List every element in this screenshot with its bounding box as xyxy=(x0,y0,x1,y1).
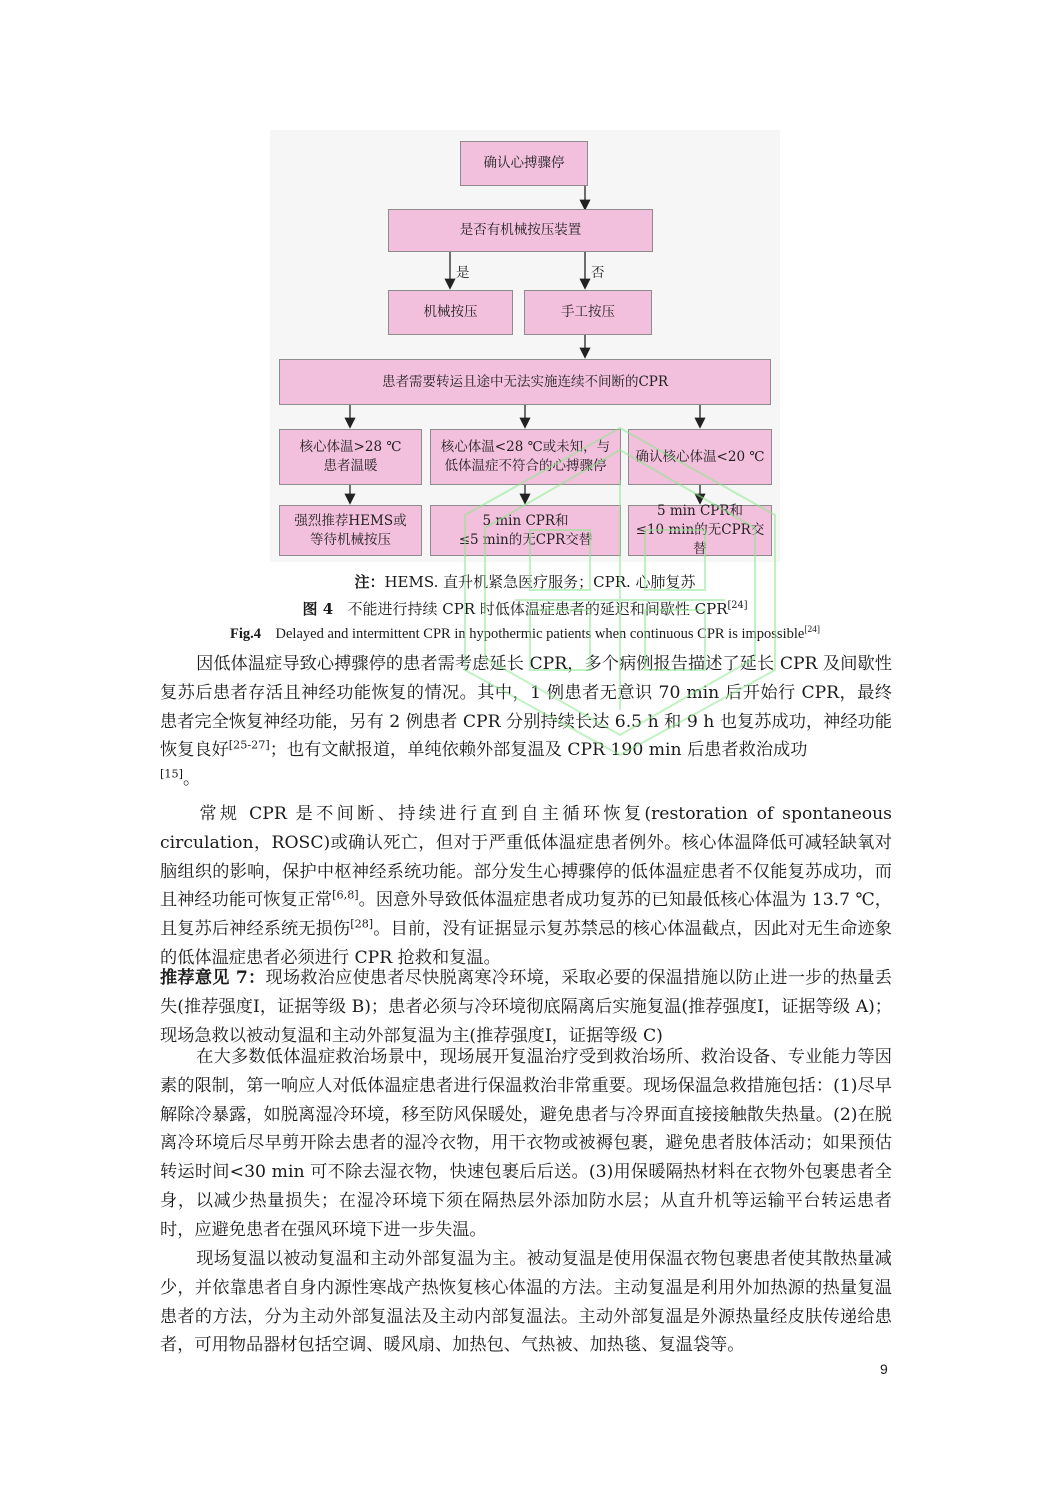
page-number: 9 xyxy=(880,1361,888,1377)
box-mechanical-device-question xyxy=(388,209,653,252)
p1-ref-1: [25-27] xyxy=(228,738,270,752)
box-confirm-arrest xyxy=(460,141,588,186)
box-manual-label: 手工按压 xyxy=(561,304,615,320)
p5-text: 现场复温以被动复温和主动外部复温为主。被动复温是使用保温衣物包裹患者使其散热量减少，并依靠患者自身内源性寒战产热恢复核心体温的方法。主动复温是利用外加热源的热量复温患者的方法，分为主动外部复温法及主动内部复温法。主动外部复温是外源热量经皮肤传递给患者，可用物品器材包括空调、暖风扇、加热包、气热被、加热毯、复温袋等。 xyxy=(160,1249,892,1356)
paragraph-field-rewarming xyxy=(160,1245,892,1360)
box-temp-gt28-label: 核心体温>28 ℃ 患者温暖 xyxy=(299,439,402,474)
note-label: 注： xyxy=(354,573,385,591)
p2-text-c: 。目前，没有证据显示复苏禁忌的核心体温截点，因此对无生命迹象的低体温症患者必须进行 CPR 抢救和复温。 xyxy=(160,919,892,968)
caption-cn-text: 不能进行持续 CPR 时低体温症患者的延迟和间歇性 CPR xyxy=(347,600,728,618)
recommendation-text: 现场救治应使患者尽快脱离寒冷环境，采取必要的保温措施以防止进一步的热量丢失(推荐强度Ⅰ，证据等级 B)；患者必须与冷环境彻底隔离后实施复温(推荐强度Ⅰ，证据等级 A)；现场急救以被动复温和主动外部复温为主(推荐强度Ⅰ，证据等级 C) xyxy=(160,968,892,1046)
note-text: HEMS. 直升机紧急医疗服务；CPR. 心肺复苏 xyxy=(384,573,696,591)
box-mechanical-device-question-label: 是否有机械按压装置 xyxy=(459,222,582,238)
paragraph-prolonged-cpr xyxy=(160,650,892,794)
p1-text-a: 因低体温症导致心搏骤停的患者需考虑延长 CPR，多个病例报告描述了延长 CPR 及间歇性复苏后患者存活且神经功能恢复的情况。其中，1 例患者无意识 70 min 后开始行 CPR，最终患者完全恢复神经功能，另有 2 例患者 CPR 分别持续长达 6.5 h 和 9 h 也复苏成功，神经功能恢复良好 xyxy=(160,654,892,761)
box-transport xyxy=(279,359,771,405)
caption-cn-label: 图 4 xyxy=(302,600,334,618)
p1-text-b: ；也有文献报道，单纯依赖外部复温及 CPR 190 min 后患者救治成功 xyxy=(269,740,808,761)
box-cpr10 xyxy=(628,505,772,556)
box-hems xyxy=(279,505,422,556)
flowchart-figure xyxy=(270,130,780,562)
box-transport-label: 患者需要转运且途中无法实施连续不间断的CPR xyxy=(381,373,669,390)
box-hems-label: 强烈推荐HEMS或 等待机械按压 xyxy=(294,512,407,548)
p2-text-a: 常规 CPR 是不间断、持续进行直到自主循环恢复(restoration of spontaneous circulation，ROSC)或确认死亡，但对于严重低体温症患者例外。核心体温降低可减轻缺氧对脑组织的影响，保护中枢神经系统功能。部分发生心搏骤停的低体温症患者不仅能复苏成功，而且神经功能可恢复正常 xyxy=(160,804,892,911)
box-confirm-arrest-label: 确认心搏骤停 xyxy=(483,155,565,171)
caption-en-ref: [24] xyxy=(804,625,820,636)
box-cpr10-label: 5 min CPR和 ≤10 min的无CPR交替 xyxy=(635,503,765,557)
box-temp-lt20-label: 确认核心体温<20 ℃ xyxy=(635,448,765,465)
paragraph-conventional-cpr xyxy=(160,800,892,973)
box-temp-lt28 xyxy=(430,429,621,485)
figure-note xyxy=(0,571,1050,592)
flowchart-arrows xyxy=(270,130,780,562)
p1-text-c: 。 xyxy=(182,769,201,790)
figure-caption-en xyxy=(0,626,1050,643)
figure-caption-cn xyxy=(0,598,1050,619)
no-label: 否 xyxy=(591,265,605,281)
box-cpr5 xyxy=(430,505,621,556)
box-manual xyxy=(524,290,652,335)
box-cpr5-label: 5 min CPR和 ≤5 min的无CPR交替 xyxy=(458,512,593,548)
box-mechanical-label: 机械按压 xyxy=(423,304,478,320)
box-temp-lt28-label: 核心体温<28 ℃或未知，与 低体温症不符合的心搏骤停 xyxy=(440,439,611,474)
p2-text-b: 。因意外导致低体温症患者成功复苏的已知最低核心体温为 13.7 ℃，且复苏后神经系统无损伤 xyxy=(160,890,892,940)
box-temp-lt20 xyxy=(628,429,772,485)
p4-text: 在大多数低体温症救治场景中，现场展开复温治疗受到救治场所、救治设备、专业能力等因素的限制，第一响应人对低体温症患者进行保温救治非常重要。现场保温急救措施包括：(1)尽早解除冷暴露，如脱离湿冷环境，移至防风保暖处，避免患者与冷界面直接接触散失热量。(2)在脱离冷环境后尽早剪开除去患者的湿冷衣物，用干衣物或被褥包裹，避免患者肢体活动；如果预估转运时间<30 min 可不除去湿衣物，快速包裹后后送。(3)用保暖隔热材料在衣物外包裹患者全身，以减少热量损失；在湿冷环境下须在隔热层外添加防水层；从直升机等运输平台转运患者时，应避免患者在强风环境下进一步失温。 xyxy=(160,1047,892,1240)
recommendation-7 xyxy=(160,964,892,1050)
p1-ref-2: [15] xyxy=(160,767,183,781)
caption-en-text: Delayed and intermittent CPR in hypothermic patients when continuous CPR is impossible xyxy=(275,626,805,642)
p2-ref-1: [6,8] xyxy=(332,888,359,902)
yes-label: 是 xyxy=(456,265,470,281)
p2-ref-2: [28] xyxy=(350,917,374,931)
recommendation-label: 推荐意见 7： xyxy=(160,968,266,988)
paragraph-field-insulation xyxy=(160,1043,892,1245)
box-mechanical xyxy=(388,290,513,335)
box-temp-gt28 xyxy=(279,429,422,485)
caption-en-label: Fig.4 xyxy=(230,626,262,642)
caption-cn-ref: [24] xyxy=(727,600,748,611)
